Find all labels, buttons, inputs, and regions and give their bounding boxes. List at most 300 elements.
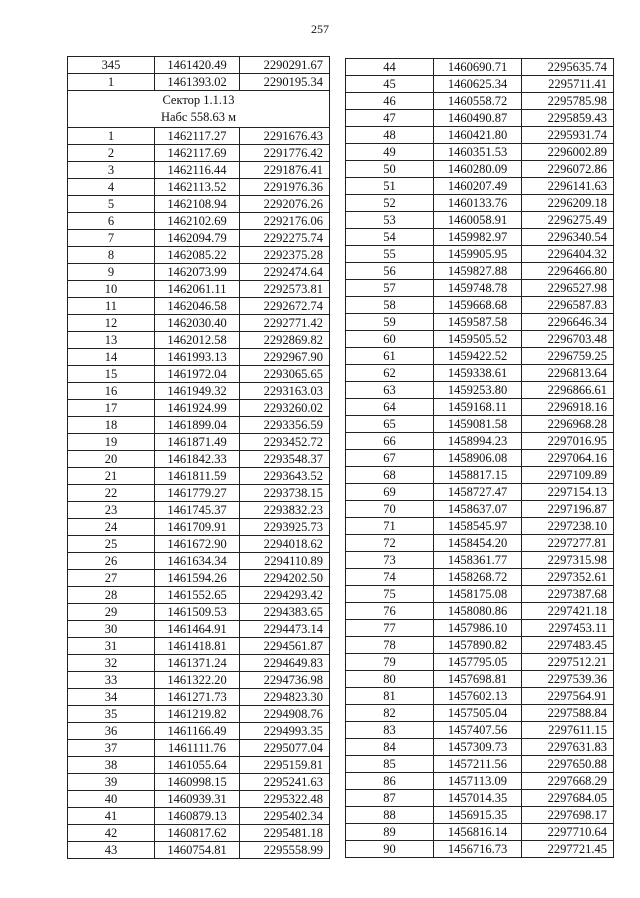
x-coordinate-cell: 1461219.82 [155,706,240,723]
table-row [68,553,330,570]
x-coordinate-cell: 1462046.58 [155,298,240,315]
y-coordinate-cell: 2296275.49 [522,212,614,229]
x-coordinate-cell: 1461393.02 [155,74,240,91]
y-coordinate-cell: 2292375.28 [240,247,330,264]
table-row [68,332,330,349]
table-row [68,604,330,621]
y-coordinate-cell: 2294018.62 [240,536,330,553]
point-number-cell: 1 [68,74,155,91]
table-row [346,314,614,331]
y-coordinate-cell: 2297631.83 [522,739,614,756]
table-row [346,807,614,824]
x-coordinate-cell: 1460490.87 [434,110,522,127]
y-coordinate-cell: 2296646.34 [522,314,614,331]
x-coordinate-cell: 1458080.86 [434,603,522,620]
point-number-cell: 30 [68,621,155,638]
x-coordinate-cell: 1457505.04 [434,705,522,722]
point-number-cell: 15 [68,366,155,383]
table-row [346,348,614,365]
point-number-cell: 8 [68,247,155,264]
table-row [68,791,330,808]
table-row [68,451,330,468]
table-row [68,638,330,655]
sector-header [68,91,330,128]
x-coordinate-cell: 1462094.79 [155,230,240,247]
point-number-cell: 90 [346,841,434,858]
table-row [68,672,330,689]
x-coordinate-cell: 1458727.47 [434,484,522,501]
x-coordinate-cell: 1461552.65 [155,587,240,604]
coordinates-table-right [345,58,614,858]
x-coordinate-cell: 1461842.33 [155,451,240,468]
point-number-cell: 67 [346,450,434,467]
table-row [346,161,614,178]
table-row [68,485,330,502]
y-coordinate-cell: 2297539.36 [522,671,614,688]
table-row [346,790,614,807]
point-number-cell: 88 [346,807,434,824]
y-coordinate-cell: 2295159.81 [240,757,330,774]
point-number-cell: 9 [68,264,155,281]
point-number-cell: 52 [346,195,434,212]
y-coordinate-cell: 2297650.88 [522,756,614,773]
table-row [68,842,330,859]
x-coordinate-cell: 1460879.13 [155,808,240,825]
x-coordinate-cell: 1461418.81 [155,638,240,655]
x-coordinate-cell: 1462073.99 [155,264,240,281]
x-coordinate-cell: 1461464.91 [155,621,240,638]
y-coordinate-cell: 2295077.04 [240,740,330,757]
x-coordinate-cell: 1456816.14 [434,824,522,841]
x-coordinate-cell: 1460558.72 [434,93,522,110]
table-row [346,484,614,501]
point-number-cell: 2 [68,145,155,162]
x-coordinate-cell: 1457211.56 [434,756,522,773]
x-coordinate-cell: 1460133.76 [434,195,522,212]
y-coordinate-cell: 2295241.63 [240,774,330,791]
point-number-cell: 33 [68,672,155,689]
point-number-cell: 6 [68,213,155,230]
point-number-cell: 28 [68,587,155,604]
table-row [346,586,614,603]
x-coordinate-cell: 1459982.97 [434,229,522,246]
table-row [346,705,614,722]
point-number-cell: 5 [68,196,155,213]
point-number-cell: 19 [68,434,155,451]
y-coordinate-cell: 2297421.18 [522,603,614,620]
table-row [346,450,614,467]
table-row [346,501,614,518]
x-coordinate-cell: 1461871.49 [155,434,240,451]
x-coordinate-cell: 1462117.27 [155,128,240,145]
x-coordinate-cell: 1461972.04 [155,366,240,383]
table-row [68,774,330,791]
x-coordinate-cell: 1457890.82 [434,637,522,654]
x-coordinate-cell: 1458175.08 [434,586,522,603]
point-number-cell: 13 [68,332,155,349]
y-coordinate-cell: 2293356.59 [240,417,330,434]
y-coordinate-cell: 2295481.18 [240,825,330,842]
x-coordinate-cell: 1457014.35 [434,790,522,807]
table-row [346,229,614,246]
x-coordinate-cell: 1460421.80 [434,127,522,144]
point-number-cell: 32 [68,655,155,672]
y-coordinate-cell: 2297611.15 [522,722,614,739]
table-row [346,297,614,314]
table-row [68,536,330,553]
point-number-cell: 49 [346,144,434,161]
y-coordinate-cell: 2297483.45 [522,637,614,654]
y-coordinate-cell: 2296209.18 [522,195,614,212]
y-coordinate-cell: 2292176.06 [240,213,330,230]
x-coordinate-cell: 1461924.99 [155,400,240,417]
y-coordinate-cell: 2294110.89 [240,553,330,570]
y-coordinate-cell: 2293163.03 [240,383,330,400]
sector-length: Набс 558.63 м [160,110,237,124]
y-coordinate-cell: 2290291.67 [240,57,330,74]
point-number-cell: 59 [346,314,434,331]
x-coordinate-cell: 1460690.71 [434,59,522,76]
y-coordinate-cell: 2296002.89 [522,144,614,161]
x-coordinate-cell: 1460817.62 [155,825,240,842]
point-number-cell: 80 [346,671,434,688]
y-coordinate-cell: 2294649.83 [240,655,330,672]
y-coordinate-cell: 2296072.86 [522,161,614,178]
x-coordinate-cell: 1462061.11 [155,281,240,298]
x-coordinate-cell: 1461271.73 [155,689,240,706]
point-number-cell: 65 [346,416,434,433]
y-coordinate-cell: 2294908.76 [240,706,330,723]
x-coordinate-cell: 1461993.13 [155,349,240,366]
point-number-cell: 25 [68,536,155,553]
x-coordinate-cell: 1458906.08 [434,450,522,467]
y-coordinate-cell: 2294561.87 [240,638,330,655]
y-coordinate-cell: 2297668.29 [522,773,614,790]
y-coordinate-cell: 2295859.43 [522,110,614,127]
y-coordinate-cell: 2293260.02 [240,400,330,417]
y-coordinate-cell: 2296340.54 [522,229,614,246]
point-number-cell: 39 [68,774,155,791]
x-coordinate-cell: 1459505.52 [434,331,522,348]
y-coordinate-cell: 2296404.32 [522,246,614,263]
table-row [68,145,330,162]
table-row [68,587,330,604]
point-number-cell: 70 [346,501,434,518]
x-coordinate-cell: 1459905.95 [434,246,522,263]
x-coordinate-cell: 1461055.64 [155,757,240,774]
table-row [346,59,614,76]
table-row [346,552,614,569]
point-number-cell: 46 [346,93,434,110]
y-coordinate-cell: 2297352.61 [522,569,614,586]
table-row [346,688,614,705]
point-number-cell: 10 [68,281,155,298]
point-number-cell: 40 [68,791,155,808]
y-coordinate-cell: 2294202.50 [240,570,330,587]
y-coordinate-cell: 2295558.99 [240,842,330,859]
table-row [346,178,614,195]
table-row [346,263,614,280]
y-coordinate-cell: 2297698.17 [522,807,614,824]
y-coordinate-cell: 2297721.45 [522,841,614,858]
point-number-cell: 1 [68,128,155,145]
y-coordinate-cell: 2292573.81 [240,281,330,298]
y-coordinate-cell: 2292275.74 [240,230,330,247]
table-row [346,773,614,790]
point-number-cell: 63 [346,382,434,399]
x-coordinate-cell: 1461779.27 [155,485,240,502]
y-coordinate-cell: 2293452.72 [240,434,330,451]
table-row [346,671,614,688]
table-row [346,195,614,212]
point-number-cell: 66 [346,433,434,450]
point-number-cell: 74 [346,569,434,586]
point-number-cell: 43 [68,842,155,859]
table-row [68,128,330,145]
x-coordinate-cell: 1462085.22 [155,247,240,264]
table-row [68,757,330,774]
point-number-cell: 85 [346,756,434,773]
point-number-cell: 45 [346,76,434,93]
x-coordinate-cell: 1460754.81 [155,842,240,859]
y-coordinate-cell: 2297064.16 [522,450,614,467]
table-row [346,399,614,416]
table-row [68,417,330,434]
table-row [68,349,330,366]
table-row [68,179,330,196]
table-row [346,654,614,671]
point-number-cell: 23 [68,502,155,519]
table-row [68,570,330,587]
x-coordinate-cell: 1459587.58 [434,314,522,331]
point-number-cell: 47 [346,110,434,127]
table-row [346,93,614,110]
point-number-cell: 56 [346,263,434,280]
x-coordinate-cell: 1462117.69 [155,145,240,162]
table-row [68,281,330,298]
x-coordinate-cell: 1461899.04 [155,417,240,434]
table-row [346,722,614,739]
table-row [68,740,330,757]
table-row [346,620,614,637]
y-coordinate-cell: 2292869.82 [240,332,330,349]
table-row [68,230,330,247]
point-number-cell: 42 [68,825,155,842]
x-coordinate-cell: 1461322.20 [155,672,240,689]
y-coordinate-cell: 2295711.41 [522,76,614,93]
y-coordinate-cell: 2297277.81 [522,535,614,552]
point-number-cell: 69 [346,484,434,501]
point-number-cell: 16 [68,383,155,400]
point-number-cell: 79 [346,654,434,671]
sector-header-row [68,91,330,128]
point-number-cell: 58 [346,297,434,314]
point-number-cell: 37 [68,740,155,757]
table-row [346,603,614,620]
point-number-cell: 75 [346,586,434,603]
table-row [68,689,330,706]
table-row [346,144,614,161]
x-coordinate-cell: 1458361.77 [434,552,522,569]
y-coordinate-cell: 2293643.52 [240,468,330,485]
table-row [68,162,330,179]
table-row [68,519,330,536]
y-coordinate-cell: 2296587.83 [522,297,614,314]
x-coordinate-cell: 1459827.88 [434,263,522,280]
y-coordinate-cell: 2296813.64 [522,365,614,382]
y-coordinate-cell: 2295635.74 [522,59,614,76]
x-coordinate-cell: 1460351.53 [434,144,522,161]
y-coordinate-cell: 2297588.84 [522,705,614,722]
point-number-cell: 21 [68,468,155,485]
point-number-cell: 11 [68,298,155,315]
x-coordinate-cell: 1462116.44 [155,162,240,179]
table-row [346,331,614,348]
x-coordinate-cell: 1461745.37 [155,502,240,519]
point-number-cell: 60 [346,331,434,348]
x-coordinate-cell: 1461949.32 [155,383,240,400]
y-coordinate-cell: 2292771.42 [240,315,330,332]
y-coordinate-cell: 2297238.10 [522,518,614,535]
y-coordinate-cell: 2295402.34 [240,808,330,825]
x-coordinate-cell: 1461420.49 [155,57,240,74]
y-coordinate-cell: 2296866.61 [522,382,614,399]
point-number-cell: 22 [68,485,155,502]
table-row [68,825,330,842]
x-coordinate-cell: 1457309.73 [434,739,522,756]
x-coordinate-cell: 1457113.09 [434,773,522,790]
point-number-cell: 64 [346,399,434,416]
x-coordinate-cell: 1461509.53 [155,604,240,621]
y-coordinate-cell: 2296466.80 [522,263,614,280]
y-coordinate-cell: 2297315.98 [522,552,614,569]
y-coordinate-cell: 2297512.21 [522,654,614,671]
table-row [68,366,330,383]
point-number-cell: 14 [68,349,155,366]
table-row [68,264,330,281]
table-row [346,416,614,433]
table-row [346,76,614,93]
x-coordinate-cell: 1461634.34 [155,553,240,570]
point-number-cell: 7 [68,230,155,247]
x-coordinate-cell: 1459668.68 [434,297,522,314]
table-row [346,433,614,450]
point-number-cell: 53 [346,212,434,229]
table-row [346,756,614,773]
y-coordinate-cell: 2297710.64 [522,824,614,841]
table-row [68,383,330,400]
y-coordinate-cell: 2293738.15 [240,485,330,502]
point-number-cell: 73 [346,552,434,569]
table-row [68,400,330,417]
x-coordinate-cell: 1457795.05 [434,654,522,671]
page-number: 257 [311,22,329,36]
point-number-cell: 87 [346,790,434,807]
y-coordinate-cell: 2297016.95 [522,433,614,450]
y-coordinate-cell: 2294293.42 [240,587,330,604]
y-coordinate-cell: 2295322.48 [240,791,330,808]
x-coordinate-cell: 1461111.76 [155,740,240,757]
x-coordinate-cell: 1460998.15 [155,774,240,791]
y-coordinate-cell: 2292672.74 [240,298,330,315]
x-coordinate-cell: 1462102.69 [155,213,240,230]
y-coordinate-cell: 2291776.42 [240,145,330,162]
x-coordinate-cell: 1456915.35 [434,807,522,824]
point-number-cell: 55 [346,246,434,263]
point-number-cell: 76 [346,603,434,620]
x-coordinate-cell: 1459168.11 [434,399,522,416]
table-row [68,723,330,740]
table-row [68,247,330,264]
table-row [346,110,614,127]
table-row [346,280,614,297]
y-coordinate-cell: 2297564.91 [522,688,614,705]
y-coordinate-cell: 2292076.26 [240,196,330,213]
x-coordinate-cell: 1461811.59 [155,468,240,485]
point-number-cell: 86 [346,773,434,790]
y-coordinate-cell: 2297453.11 [522,620,614,637]
point-number-cell: 35 [68,706,155,723]
y-coordinate-cell: 2295931.74 [522,127,614,144]
y-coordinate-cell: 2294823.30 [240,689,330,706]
x-coordinate-cell: 1461371.24 [155,655,240,672]
table-row [346,212,614,229]
y-coordinate-cell: 2294993.35 [240,723,330,740]
x-coordinate-cell: 1456716.73 [434,841,522,858]
point-number-cell: 51 [346,178,434,195]
point-number-cell: 78 [346,637,434,654]
x-coordinate-cell: 1462113.52 [155,179,240,196]
point-number-cell: 24 [68,519,155,536]
sector-title: Сектор 1.1.13 [162,93,235,107]
point-number-cell: 29 [68,604,155,621]
x-coordinate-cell: 1460207.49 [434,178,522,195]
point-number-cell: 18 [68,417,155,434]
point-number-cell: 77 [346,620,434,637]
table-row [346,841,614,858]
y-coordinate-cell: 2292474.64 [240,264,330,281]
table-row [68,468,330,485]
x-coordinate-cell: 1457986.10 [434,620,522,637]
y-coordinate-cell: 2296703.48 [522,331,614,348]
y-coordinate-cell: 2297154.13 [522,484,614,501]
y-coordinate-cell: 2292967.90 [240,349,330,366]
point-number-cell: 62 [346,365,434,382]
point-number-cell: 36 [68,723,155,740]
x-coordinate-cell: 1461594.26 [155,570,240,587]
point-number-cell: 12 [68,315,155,332]
table-row [68,808,330,825]
coordinates-table-left [67,56,330,859]
y-coordinate-cell: 2293548.37 [240,451,330,468]
table-row [68,57,330,74]
table-row [346,637,614,654]
x-coordinate-cell: 1459253.80 [434,382,522,399]
point-number-cell: 89 [346,824,434,841]
x-coordinate-cell: 1457407.56 [434,722,522,739]
x-coordinate-cell: 1461166.49 [155,723,240,740]
x-coordinate-cell: 1459422.52 [434,348,522,365]
x-coordinate-cell: 1461709.91 [155,519,240,536]
y-coordinate-cell: 2293925.73 [240,519,330,536]
table-row [346,382,614,399]
table-row [68,196,330,213]
table-row [68,434,330,451]
table-row [68,213,330,230]
point-number-cell: 44 [346,59,434,76]
table-row [346,569,614,586]
x-coordinate-cell: 1459748.78 [434,280,522,297]
